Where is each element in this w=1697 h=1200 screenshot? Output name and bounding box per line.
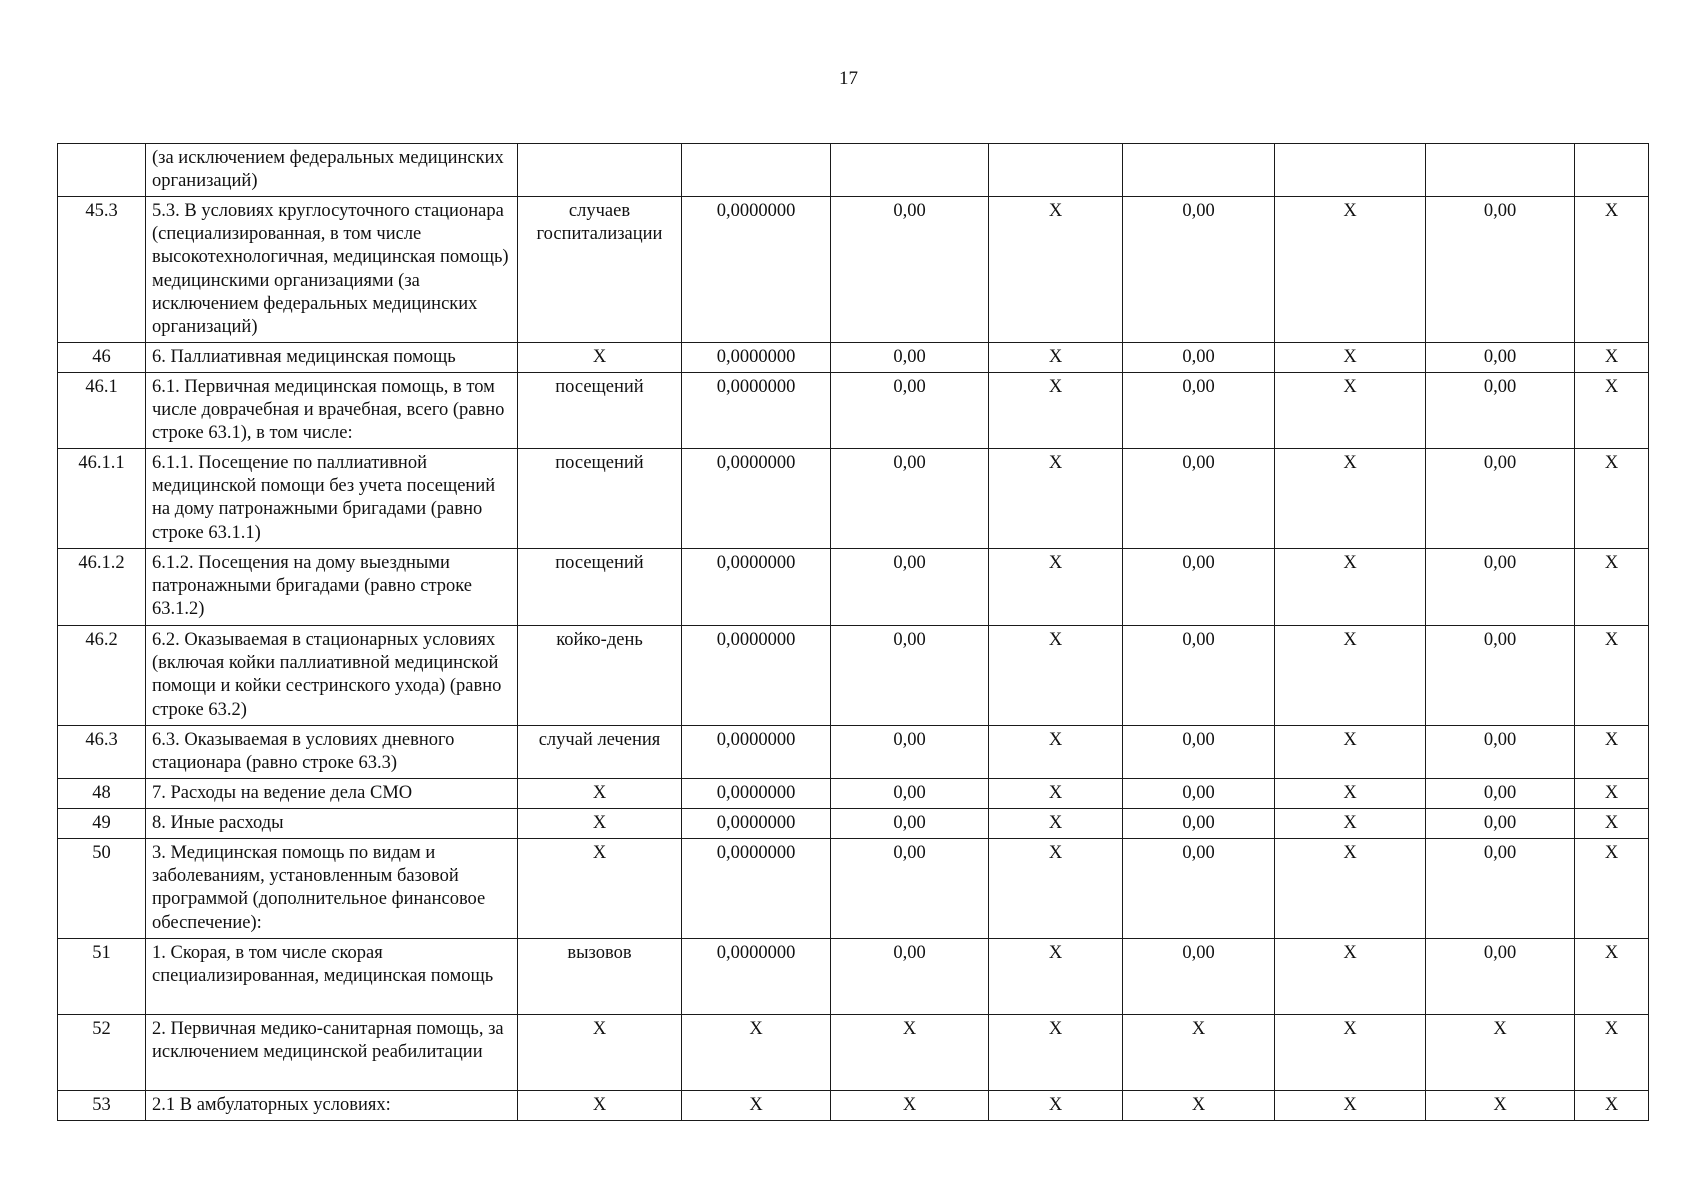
cell-value-5 <box>1275 144 1426 197</box>
cell-value-2: X <box>831 1015 989 1091</box>
table-row <box>58 1091 1649 1121</box>
cell-value-1: 0,0000000 <box>682 449 831 549</box>
table-row <box>58 373 1649 449</box>
cell-value-6: 0,00 <box>1426 726 1575 779</box>
cell-value-3: X <box>989 939 1123 1015</box>
cell-value-4: X <box>1123 1015 1275 1091</box>
row-number: 46.2 <box>58 626 146 726</box>
cell-value-5: X <box>1275 197 1426 343</box>
cell-value-7: X <box>1575 626 1649 726</box>
cell-value-1: 0,0000000 <box>682 626 831 726</box>
cell-value-2: 0,00 <box>831 626 989 726</box>
cell-value-7: X <box>1575 939 1649 1015</box>
cell-value-3: X <box>989 343 1123 373</box>
cell-value-6 <box>1426 144 1575 197</box>
row-name: 7. Расходы на ведение дела СМО <box>146 779 518 809</box>
row-name: 6.1.2. Посещения на дому выездными патронажными бригадами (равно строке 63.1.2) <box>146 549 518 626</box>
row-unit: X <box>518 779 682 809</box>
cell-value-5: X <box>1275 1015 1426 1091</box>
row-number: 50 <box>58 839 146 939</box>
cell-value-5: X <box>1275 939 1426 1015</box>
cell-value-4 <box>1123 144 1275 197</box>
cell-value-3: X <box>989 809 1123 839</box>
row-unit: вызовов <box>518 939 682 1015</box>
cell-value-5: X <box>1275 726 1426 779</box>
cell-value-3: X <box>989 626 1123 726</box>
cell-value-6: 0,00 <box>1426 809 1575 839</box>
table-row <box>58 779 1649 809</box>
row-unit: случаев госпитализации <box>518 197 682 343</box>
cell-value-3: X <box>989 549 1123 626</box>
row-name: 6.2. Оказываемая в стационарных условиях (включая койки паллиативной медицинской помощи и койки сестринского ухода) (равно строке 63.2) <box>146 626 518 726</box>
row-name: (за исключением федеральных медицинских организаций) <box>146 144 518 197</box>
cell-value-7: X <box>1575 549 1649 626</box>
cell-value-6: 0,00 <box>1426 373 1575 449</box>
cell-value-6: 0,00 <box>1426 939 1575 1015</box>
cell-value-6: 0,00 <box>1426 779 1575 809</box>
cell-value-6: 0,00 <box>1426 197 1575 343</box>
cell-value-2: X <box>831 1091 989 1121</box>
row-number: 48 <box>58 779 146 809</box>
row-unit: X <box>518 1015 682 1091</box>
row-number: 51 <box>58 939 146 1015</box>
cell-value-2: 0,00 <box>831 939 989 1015</box>
cell-value-2: 0,00 <box>831 449 989 549</box>
row-name: 6.1.1. Посещение по паллиативной медицинской помощи без учета посещений на дому патронажными бригадами (равно строке 63.1.1) <box>146 449 518 549</box>
cell-value-5: X <box>1275 839 1426 939</box>
cell-value-6: X <box>1426 1015 1575 1091</box>
cell-value-3: X <box>989 449 1123 549</box>
cell-value-2: 0,00 <box>831 726 989 779</box>
cell-value-7: X <box>1575 449 1649 549</box>
cell-value-6: 0,00 <box>1426 449 1575 549</box>
row-unit: X <box>518 343 682 373</box>
cell-value-4: 0,00 <box>1123 343 1275 373</box>
row-number: 46.1 <box>58 373 146 449</box>
row-name: 8. Иные расходы <box>146 809 518 839</box>
cell-value-7: X <box>1575 839 1649 939</box>
row-name: 6.1. Первичная медицинская помощь, в том числе доврачебная и врачебная, всего (равно строке 63.1), в том числе: <box>146 373 518 449</box>
row-unit: посещений <box>518 373 682 449</box>
cell-value-1: X <box>682 1091 831 1121</box>
cell-value-3: X <box>989 197 1123 343</box>
cell-value-4: 0,00 <box>1123 626 1275 726</box>
row-unit: койко-день <box>518 626 682 726</box>
cell-value-5: X <box>1275 449 1426 549</box>
cell-value-3: X <box>989 839 1123 939</box>
cell-value-2: 0,00 <box>831 197 989 343</box>
table-row <box>58 343 1649 373</box>
cell-value-1: 0,0000000 <box>682 809 831 839</box>
row-unit: X <box>518 839 682 939</box>
cell-value-6: 0,00 <box>1426 839 1575 939</box>
row-number <box>58 144 146 197</box>
row-name: 6. Паллиативная медицинская помощь <box>146 343 518 373</box>
table-row <box>58 549 1649 626</box>
cell-value-4: 0,00 <box>1123 197 1275 343</box>
table-row <box>58 939 1649 1015</box>
cell-value-4: 0,00 <box>1123 549 1275 626</box>
cell-value-1: 0,0000000 <box>682 197 831 343</box>
cell-value-3: X <box>989 779 1123 809</box>
cell-value-5: X <box>1275 373 1426 449</box>
cell-value-7: X <box>1575 1015 1649 1091</box>
cell-value-2: 0,00 <box>831 549 989 626</box>
cell-value-1: 0,0000000 <box>682 939 831 1015</box>
cell-value-4: 0,00 <box>1123 449 1275 549</box>
row-number: 46.3 <box>58 726 146 779</box>
cell-value-2: 0,00 <box>831 779 989 809</box>
row-name: 2.1 В амбулаторных условиях: <box>146 1091 518 1121</box>
cell-value-5: X <box>1275 343 1426 373</box>
table-row <box>58 809 1649 839</box>
cell-value-7: X <box>1575 197 1649 343</box>
cell-value-1: 0,0000000 <box>682 726 831 779</box>
cell-value-6: 0,00 <box>1426 626 1575 726</box>
row-number: 46.1.2 <box>58 549 146 626</box>
cell-value-2: 0,00 <box>831 373 989 449</box>
cell-value-4: 0,00 <box>1123 839 1275 939</box>
cell-value-3: X <box>989 1015 1123 1091</box>
cell-value-5: X <box>1275 779 1426 809</box>
row-name: 3. Медицинская помощь по видам и заболеваниям, установленным базовой программой (дополнительное финансовое обеспечение): <box>146 839 518 939</box>
table-row <box>58 449 1649 549</box>
cell-value-2: 0,00 <box>831 809 989 839</box>
cell-value-4: 0,00 <box>1123 779 1275 809</box>
cell-value-4: 0,00 <box>1123 809 1275 839</box>
cell-value-7: X <box>1575 1091 1649 1121</box>
document-table <box>57 143 1649 1121</box>
cell-value-2: 0,00 <box>831 343 989 373</box>
table-row <box>58 1015 1649 1091</box>
cell-value-1: 0,0000000 <box>682 343 831 373</box>
row-name: 1. Скорая, в том числе скорая специализированная, медицинская помощь <box>146 939 518 1015</box>
cell-value-1: 0,0000000 <box>682 779 831 809</box>
cell-value-1: 0,0000000 <box>682 373 831 449</box>
table-row <box>58 144 1649 197</box>
cell-value-4: 0,00 <box>1123 373 1275 449</box>
cell-value-2: 0,00 <box>831 839 989 939</box>
table-row <box>58 726 1649 779</box>
cell-value-6: 0,00 <box>1426 549 1575 626</box>
row-number: 46.1.1 <box>58 449 146 549</box>
row-unit: X <box>518 809 682 839</box>
page-number: 17 <box>839 68 858 89</box>
cell-value-2 <box>831 144 989 197</box>
row-unit: посещений <box>518 549 682 626</box>
table-row <box>58 626 1649 726</box>
cell-value-6: 0,00 <box>1426 343 1575 373</box>
cell-value-5: X <box>1275 626 1426 726</box>
cell-value-1: 0,0000000 <box>682 839 831 939</box>
table-row <box>58 197 1649 343</box>
cell-value-1: X <box>682 1015 831 1091</box>
row-number: 49 <box>58 809 146 839</box>
cell-value-4: 0,00 <box>1123 939 1275 1015</box>
cell-value-7: X <box>1575 373 1649 449</box>
cell-value-7: X <box>1575 343 1649 373</box>
row-unit <box>518 144 682 197</box>
cell-value-3 <box>989 144 1123 197</box>
cell-value-7: X <box>1575 809 1649 839</box>
cell-value-3: X <box>989 373 1123 449</box>
row-name: 5.3. В условиях круглосуточного стационара (специализированная, в том числе высокотехнологичная, медицинская помощь) медицинскими организациями (за исключением федеральных медицинских организаций) <box>146 197 518 343</box>
cell-value-7: X <box>1575 779 1649 809</box>
cell-value-7: X <box>1575 726 1649 779</box>
cell-value-5: X <box>1275 809 1426 839</box>
row-unit: случай лечения <box>518 726 682 779</box>
cell-value-3: X <box>989 1091 1123 1121</box>
row-number: 45.3 <box>58 197 146 343</box>
cell-value-4: X <box>1123 1091 1275 1121</box>
cell-value-1: 0,0000000 <box>682 549 831 626</box>
row-name: 2. Первичная медико-санитарная помощь, за исключением медицинской реабилитации <box>146 1015 518 1091</box>
row-unit: посещений <box>518 449 682 549</box>
cell-value-5: X <box>1275 1091 1426 1121</box>
row-number: 46 <box>58 343 146 373</box>
table-row <box>58 839 1649 939</box>
cell-value-4: 0,00 <box>1123 726 1275 779</box>
cell-value-7 <box>1575 144 1649 197</box>
cell-value-3: X <box>989 726 1123 779</box>
cell-value-5: X <box>1275 549 1426 626</box>
cell-value-1 <box>682 144 831 197</box>
row-name: 6.3. Оказываемая в условиях дневного стационара (равно строке 63.3) <box>146 726 518 779</box>
cell-value-6: X <box>1426 1091 1575 1121</box>
row-unit: X <box>518 1091 682 1121</box>
row-number: 53 <box>58 1091 146 1121</box>
row-number: 52 <box>58 1015 146 1091</box>
